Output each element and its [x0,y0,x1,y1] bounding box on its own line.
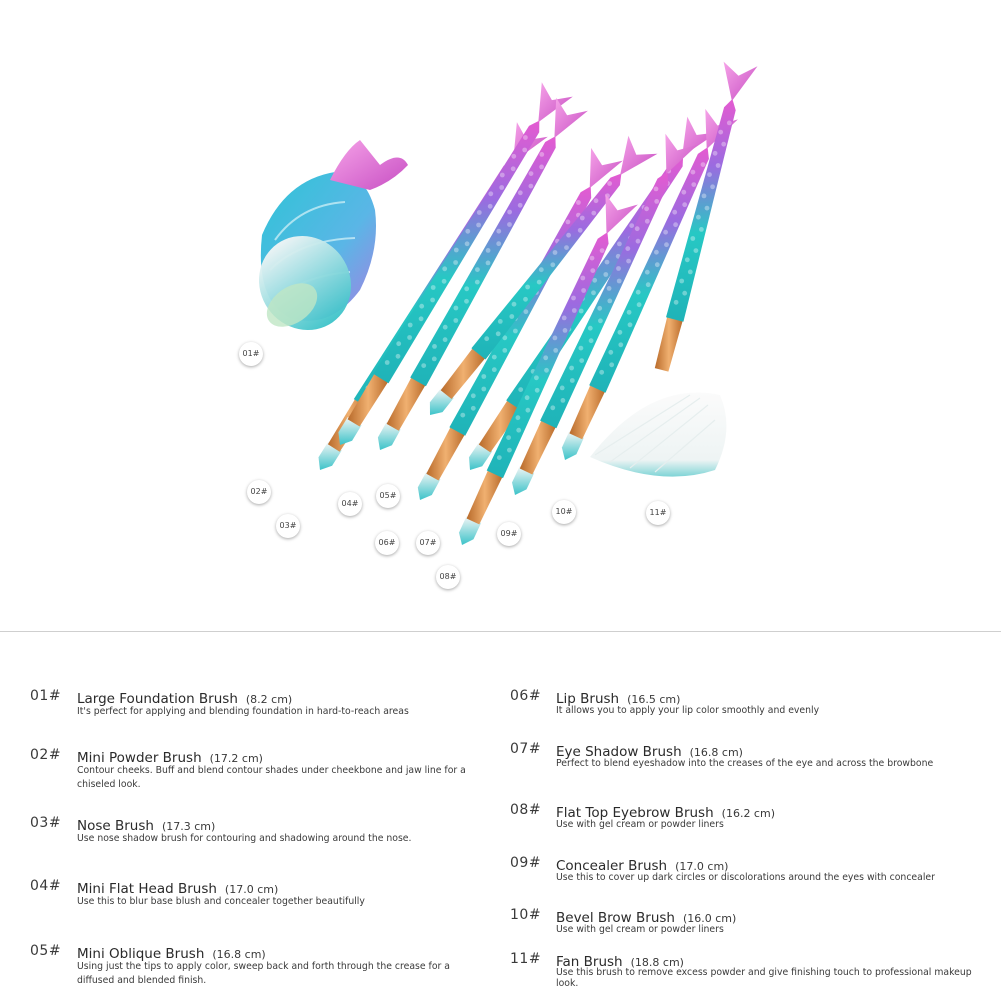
brush-title: Concealer Brush [556,858,668,874]
brush-title: Mini Flat Head Brush [77,881,217,897]
brush-entry-04 [30,878,490,918]
brush-description: It allows you to apply your lip color smoothly and evenly [556,705,820,716]
brush-size: (16.8 cm) [689,746,743,759]
brush-description: Use with gel cream or powder liners [556,819,724,830]
brush-size: (18.8 cm) [630,956,684,969]
brush-size: (17.0 cm) [224,883,279,896]
brush-title: Mini Oblique Brush [77,946,205,962]
brush-size: (16.0 cm) [682,912,737,925]
section-divider [0,631,1001,632]
brush-number: 06# [510,688,542,704]
photo-label-11: 11# [646,501,670,525]
brush-description: Contour cheeks. Buff and blend contour shades under cheekbone and jaw line for a chiseled look. [77,765,466,790]
brush-entry-05 [30,943,490,993]
brush-size: (16.5 cm) [627,693,681,706]
brush-title: Flat Top Eyebrow Brush [556,805,714,821]
brush-title: Eye Shadow Brush [556,744,682,760]
brush-title: Mini Powder Brush [77,750,202,766]
brush-description: Using just the tips to apply color, sweep back and forth through the crease for a diffused and blended finish. [77,961,450,986]
brush-title: Lip Brush [556,691,620,707]
brush-number: 09# [510,855,542,871]
brush-number: 01# [30,688,62,704]
brush-title: Nose Brush [77,818,154,834]
brush-number: 02# [30,747,62,763]
photo-label-01: 01# [239,342,263,366]
brush-entry-10 [510,907,990,943]
photo-label-10: 10# [552,500,576,524]
brush-description: Perfect to blend eyeshadow into the creases of the eye and across the browbone [556,758,934,769]
brush-entry-08 [510,802,990,838]
brush-number: 04# [30,878,62,894]
brush-number: 05# [30,943,62,959]
photo-label-05: 05# [376,484,400,508]
brush-number: 10# [510,907,542,923]
brush-title: Bevel Brow Brush [556,910,675,926]
brush-description: It's perfect for applying and blending foundation in hard-to-reach areas [77,706,409,717]
brush-description: Use nose shadow brush for contouring and shadowing around the nose. [77,833,412,844]
photo-label-02: 02# [247,480,271,504]
brush-description: Use this to cover up dark circles or discolorations around the eyes with concealer [556,872,935,883]
brush-title: Large Foundation Brush [77,691,238,707]
brush-entry-01 [30,688,490,728]
brush-number: 08# [510,802,542,818]
brush-description: Use with gel cream or powder liners [556,924,724,935]
photo-label-08: 08# [436,565,460,589]
brush-size: (16.8 cm) [212,948,266,961]
brush-number: 11# [510,951,542,967]
brush-size: (17.2 cm) [209,752,263,765]
brush-entry-02 [30,747,490,797]
brush-number: 03# [30,815,62,831]
brush-01-foundation [241,140,408,348]
brush-number: 07# [510,741,542,757]
brush-size: (17.0 cm) [675,860,729,873]
brush-size: (8.2 cm) [245,693,293,706]
brush-size: (17.3 cm) [161,820,216,833]
photo-label-06: 06# [375,531,399,555]
brush-entry-03 [30,815,490,855]
photo-label-04: 04# [338,492,362,516]
brush-description: Use this brush to remove excess powder and give finishing touch to professional makeup look. [556,967,972,989]
brush-entry-06 [510,688,990,724]
photo-label-07: 07# [416,531,440,555]
photo-label-09: 09# [497,522,521,546]
brush-title: Fan Brush [556,954,623,970]
brush-description: Use this to blur base blush and concealer together beautifully [77,896,365,907]
brush-entry-07 [510,741,990,777]
brush-size: (16.2 cm) [721,807,775,820]
brush-entry-11 [510,951,990,997]
brush-11-fan [590,393,726,477]
photo-label-03: 03# [276,514,300,538]
brush-entry-09 [510,855,990,891]
